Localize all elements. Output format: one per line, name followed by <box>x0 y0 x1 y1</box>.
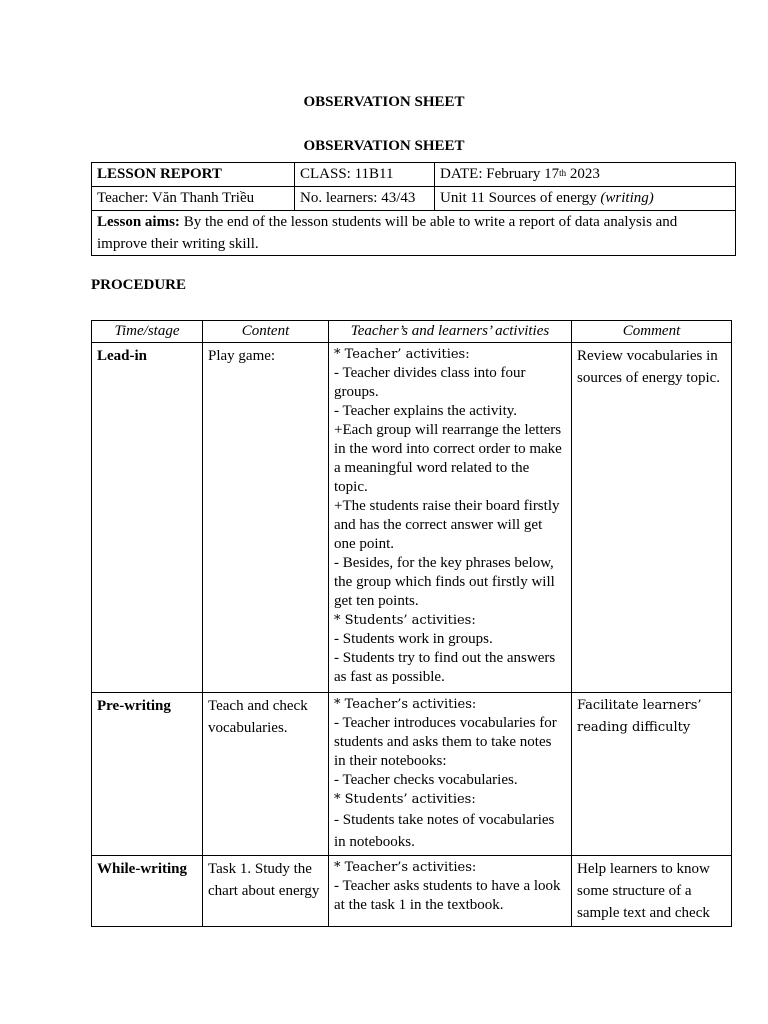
activity-line: - Teacher divides class into four groups. <box>334 365 526 400</box>
procedure-header-row <box>92 321 732 343</box>
learners-cell: No. learners: 43/43 <box>295 187 435 211</box>
comment-cell: Facilitate learners’ reading difficulty <box>572 693 732 856</box>
activity-line: * Teacher’ activities: <box>334 347 470 362</box>
comment-cell: Review vocabularies in sources of energy topic. <box>572 343 732 693</box>
activity-line: - Students take notes of vocabularies in notebooks. <box>334 812 555 850</box>
date-cell: DATE: February 17th 2023 <box>435 163 736 187</box>
activity-line: * Teacher’s activities: <box>334 697 477 712</box>
stage-cell: Lead-in <box>92 343 203 693</box>
activity-line: - Teacher introduces vocabularies for students and asks them to take notes in their notebooks: <box>334 715 557 769</box>
activity-line: * Students’ activities: <box>334 792 476 807</box>
document-title: OBSERVATION SHEET <box>303 94 465 110</box>
stage-cell: While-writing <box>92 856 203 927</box>
table-row <box>92 856 732 927</box>
activities-cell <box>329 693 572 856</box>
content-cell: Play game: <box>203 343 329 693</box>
class-cell: CLASS: 11B11 <box>295 163 435 187</box>
content-cell: Teach and check vocabularies. <box>203 693 329 856</box>
activities-cell <box>329 343 572 693</box>
header-comment: Comment <box>572 321 732 343</box>
activity-line: - Students try to find out the answers as fast as possible. <box>334 650 556 685</box>
header-activities: Teacher’s and learners’ activities <box>329 321 572 343</box>
procedure-table <box>91 320 732 927</box>
info-row-3 <box>92 211 736 256</box>
activities-cell <box>329 856 572 927</box>
activity-line: +Each group will rearrange the letters in the word into correct order to make a meaningful word related to the topic. <box>334 422 562 495</box>
content-cell: Task 1. Study the chart about energy <box>203 856 329 927</box>
activity-line: - Teacher asks students to have a look at the task 1 in the textbook. <box>334 878 561 913</box>
procedure-heading: PROCEDURE <box>91 277 187 293</box>
activity-line: * Students’ activities: <box>334 613 476 628</box>
unit-cell: Unit 11 Sources of energy (writing) <box>435 187 736 211</box>
info-row-1 <box>92 163 736 187</box>
stage-cell: Pre-writing <box>92 693 203 856</box>
table-row <box>92 693 732 856</box>
lesson-aims-cell: Lesson aims: By the end of the lesson students will be able to write a report of data analysis and improve their writing skill. <box>92 211 736 256</box>
activity-line: - Teacher checks vocabularies. <box>334 772 518 788</box>
lesson-info-table <box>91 162 736 256</box>
activity-line: - Teacher explains the activity. <box>334 403 518 419</box>
lesson-report-cell: LESSON REPORT <box>92 163 295 187</box>
header-content: Content <box>203 321 329 343</box>
activity-line: - Besides, for the key phrases below, the group which finds out firstly will get ten points. <box>334 555 555 609</box>
activity-line: * Teacher’s activities: <box>334 860 477 875</box>
activity-line: +The students raise their board firstly and has the correct answer will get one point. <box>334 498 560 552</box>
activity-line: - Students work in groups. <box>334 631 493 647</box>
header-time-stage: Time/stage <box>92 321 203 343</box>
table-row <box>92 343 732 693</box>
comment-cell: Help learners to know some structure of a sample text and check <box>572 856 732 927</box>
teacher-cell: Teacher: Văn Thanh Triều <box>92 187 295 211</box>
info-row-2 <box>92 187 736 211</box>
document-subtitle: OBSERVATION SHEET <box>303 138 465 154</box>
